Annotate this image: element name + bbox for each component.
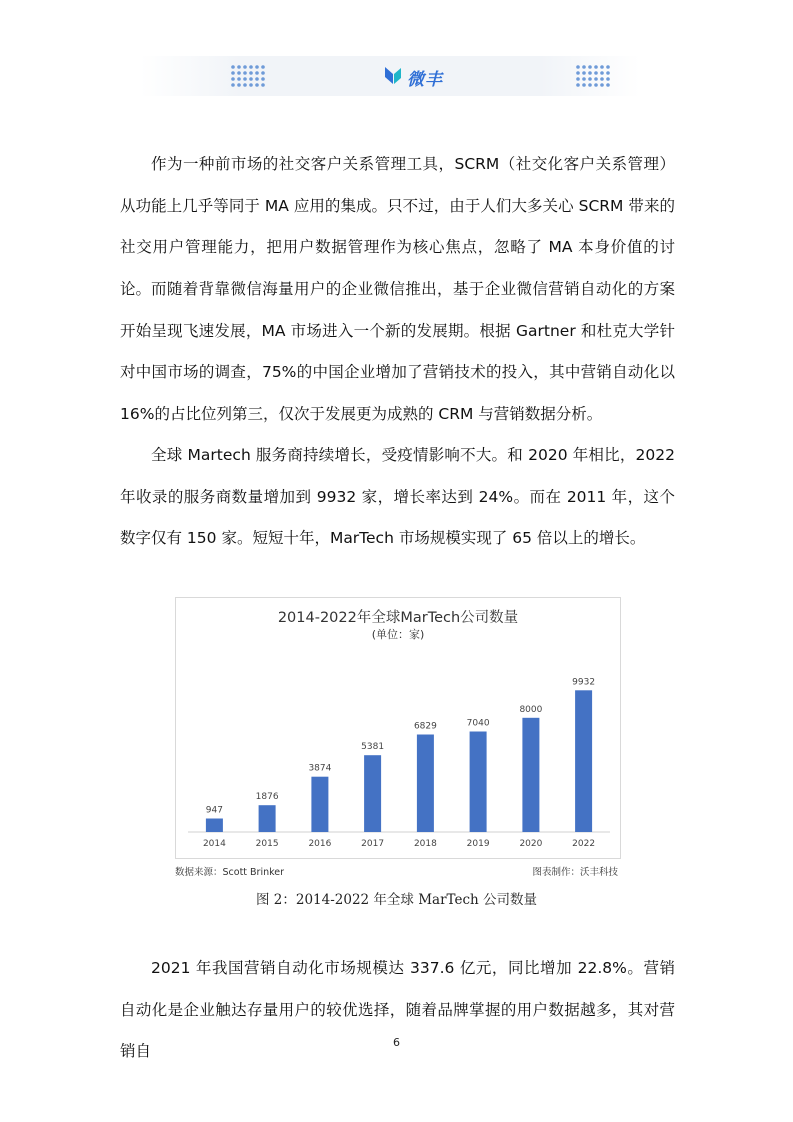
page-number: 6 [393,1036,400,1049]
chart-title: 2014-2022年全球MarTech公司数量 [277,610,519,626]
data-label-2018: 6829 [413,721,437,732]
x-tick-label-2015: 2015 [255,839,279,849]
figure-caption: 图 2：2014-2022 年全球 MarTech 公司数量 [255,892,538,908]
bar-2017 [364,755,381,832]
bar-2015 [259,805,276,832]
bar-2019 [470,732,487,833]
bar-chart [175,597,621,859]
data-label-2014: 947 [205,805,223,816]
bar-2018 [417,735,434,833]
data-label-2022: 9932 [572,677,596,688]
chart-credit: 图表制作：沃丰科技 [532,867,618,878]
chart-source: 数据来源：Scott Brinker [175,867,285,878]
data-label-2016: 3874 [308,763,332,774]
x-tick-label-2016: 2016 [308,839,332,849]
bar-2016 [311,777,328,832]
x-tick-label-2018: 2018 [413,839,437,849]
dot-grid-decoration-left [230,64,266,90]
bar-2022 [575,690,592,832]
data-label-2019: 7040 [466,718,490,729]
paragraph-martech-growth: 全球 Martech 服务商持续增长，受疫情影响不大。和 2020 年相比，2022 年收录的服务商数量增加到 9932 家，增长率达到 24%。而在 2011 年，这个数字仅有 150 家。短短十年，MarTech 市场规模实现了 65 倍以上的增长。 [120,446,675,547]
chart-canvas [176,598,620,858]
dot-grid-decoration-right [575,64,611,90]
paragraph-scrm: 作为一种前市场的社交客户关系管理工具，SCRM（社交化客户关系管理）从功能上几乎等同于 MA 应用的集成。只不过，由于人们大多关心 SCRM 带来的社交用户管理能力，把用户数据管理作为核心焦点，忽略了 MA 本身价值的讨论。 [120,155,675,298]
x-tick-label-2017: 2017 [361,839,385,849]
brand-logo [383,64,443,90]
paragraph-wecom-marketing: 而随着背靠微信海量用户的企业微信推出，基于企业微信营销自动化的方案开始呈现飞速发展，MA 市场进入一个新的发展期。根据 Gartner 和杜克大学针对中国市场的调查，75%的中国企业增加了营销技术的投入，其中营销自动化以 16%的占比位列第三，仅次于发展更为成熟的 CRM 与营销数据分析。 [120,280,675,423]
data-label-2017: 5381 [361,742,385,753]
x-tick-label-2014: 2014 [202,839,226,849]
x-tick-label-2020: 2020 [519,839,543,849]
logo-mark-icon [383,64,403,90]
bar-2020 [522,718,539,832]
bar-2014 [206,819,223,833]
chart-subtitle: (单位：家) [371,628,425,641]
data-label-2020: 8000 [519,704,543,715]
logo-text: 微丰 [407,69,443,90]
x-tick-label-2022: 2022 [572,839,596,849]
x-tick-label-2019: 2019 [466,839,490,849]
data-label-2015: 1876 [255,792,279,803]
paragraph-china-ma-market: 2021 年我国营销自动化市场规模达 337.6 亿元，同比增加 22.8%。营销自动化是企业触达存量用户的较优选择，随着品牌掌握的用户数据越多，其对营销自 [120,959,675,1060]
